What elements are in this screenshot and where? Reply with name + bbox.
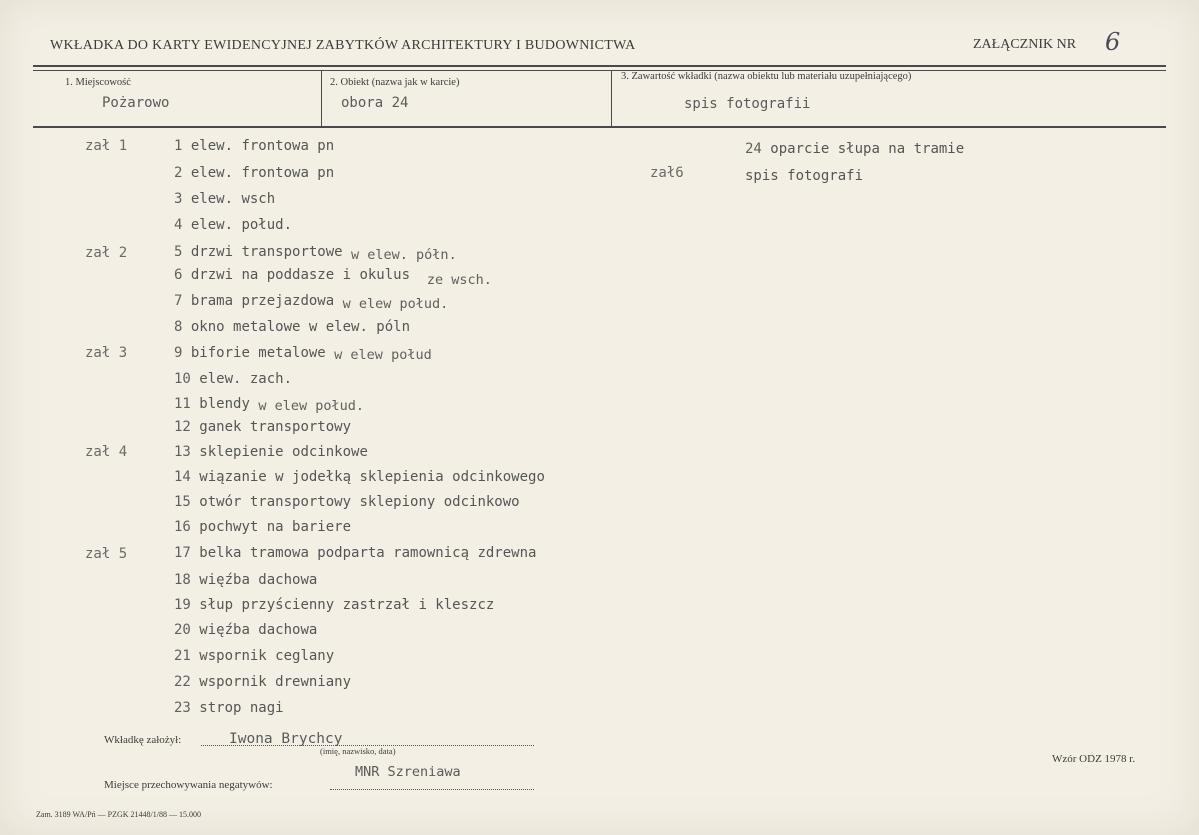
item-note: w elew połud xyxy=(334,347,432,363)
item-text: ganek transportowy xyxy=(199,419,352,435)
list-item xyxy=(174,293,449,312)
item-text: okno metalowe w elew. póln xyxy=(190,319,411,335)
item-text: pochwyt na bariere xyxy=(199,519,352,535)
item-text: drzwi na poddasze i okulus xyxy=(190,267,411,283)
list-item xyxy=(174,138,334,154)
item-text: spis fotografi xyxy=(745,168,864,184)
list-item xyxy=(174,674,351,690)
list-item xyxy=(174,700,284,716)
item-number: 18 xyxy=(174,572,191,588)
list-item xyxy=(174,319,410,335)
list-item xyxy=(174,494,520,510)
item-text: elew. wsch xyxy=(190,191,276,207)
item-text: elew. frontowa pn xyxy=(190,138,335,154)
annex-number: 6 xyxy=(1105,28,1121,56)
item-text: otwór transportowy sklepiony odcinkowo xyxy=(199,494,520,510)
top-rule xyxy=(33,65,1166,67)
item-note: ze wsch. xyxy=(426,272,492,288)
item-number: 14 xyxy=(174,469,191,485)
list-item xyxy=(174,244,457,263)
item-text: wiązanie w jodełką sklepienia odcinkowego xyxy=(199,469,545,485)
list-item xyxy=(174,597,494,613)
list-item xyxy=(174,217,292,233)
list-item xyxy=(174,648,334,664)
item-number: 15 xyxy=(174,494,191,510)
list-item xyxy=(174,396,364,412)
item-text: drzwi transportowe xyxy=(190,244,343,260)
list-item xyxy=(174,419,351,435)
item-number: 1 xyxy=(174,138,183,154)
locality-value: Pożarowo xyxy=(102,95,170,111)
item-number: 16 xyxy=(174,519,191,535)
section-zal-1: zał 1 xyxy=(85,138,128,154)
top-rule-thin xyxy=(33,70,1166,71)
item-number: 4 xyxy=(174,217,183,233)
storage-label: Miejsce przechowywania negatywów: xyxy=(104,779,273,791)
item-note: w elew. półn. xyxy=(351,247,457,263)
item-number: 11 xyxy=(174,396,191,412)
section-zal-5: zał 5 xyxy=(85,546,128,562)
list-item xyxy=(174,267,492,288)
item-number: 6 xyxy=(174,267,183,283)
founder-label: Wkładkę założył: xyxy=(104,734,182,746)
section-zal-6: zał6 xyxy=(650,165,684,181)
list-item xyxy=(174,165,334,181)
storage-value: MNR Szreniawa xyxy=(355,764,461,780)
contents-value: spis fotografii xyxy=(684,96,811,112)
list-item xyxy=(174,345,432,361)
item-text: więźba dachowa xyxy=(199,622,318,638)
item-number: 7 xyxy=(174,293,183,309)
list-item xyxy=(174,545,536,561)
storage-line xyxy=(330,789,534,790)
column-divider-2 xyxy=(611,70,612,127)
item-number: 24 xyxy=(745,141,762,157)
item-number: 22 xyxy=(174,674,191,690)
object-value: obora 24 xyxy=(341,95,409,111)
item-number: 21 xyxy=(174,648,191,664)
founder-hint: (imię, nazwisko, data) xyxy=(320,746,396,756)
item-number: 8 xyxy=(174,319,183,335)
item-number: 3 xyxy=(174,191,183,207)
item-text: więźba dachowa xyxy=(199,572,318,588)
item-text: wspornik drewniany xyxy=(199,674,352,690)
item-number: 2 xyxy=(174,165,183,181)
annex-label: ZAŁĄCZNIK NR xyxy=(973,37,1077,52)
item-text: sklepienie odcinkowe xyxy=(199,444,368,460)
item-number: 9 xyxy=(174,345,183,361)
list-item xyxy=(174,371,292,387)
section-zal-2: zał 2 xyxy=(85,245,128,261)
list-item xyxy=(174,519,351,535)
print-info: Zam. 3189 WA/Pń — PZGK 21448/1/88 — 15.000 xyxy=(36,810,201,819)
founder-value: Iwona Brychcy xyxy=(229,731,343,747)
item-number: 23 xyxy=(174,700,191,716)
item-number: 19 xyxy=(174,597,191,613)
item-text: słup przyścienny zastrzał i kleszcz xyxy=(199,597,495,613)
column-divider-1 xyxy=(321,70,322,127)
section-zal-3: zał 3 xyxy=(85,345,128,361)
item-number: 12 xyxy=(174,419,191,435)
item-text: belka tramowa podparta ramownicą zdrewna xyxy=(199,545,537,561)
item-number: 5 xyxy=(174,244,183,260)
item-note: w elew połud. xyxy=(258,398,364,414)
item-text: elew. zach. xyxy=(199,371,293,387)
item-number: 20 xyxy=(174,622,191,638)
fields-bottom-rule xyxy=(33,126,1166,128)
item-text: brama przejazdowa xyxy=(190,293,335,309)
section-zal-4: zał 4 xyxy=(85,444,128,460)
list-item xyxy=(745,168,863,184)
locality-label: 1. Miejscowość xyxy=(65,77,131,88)
item-text: wspornik ceglany xyxy=(199,648,335,664)
list-item xyxy=(745,141,964,157)
item-text: elew. połud. xyxy=(190,217,293,233)
item-text: biforie metalowe xyxy=(190,345,326,361)
item-text: strop nagi xyxy=(199,700,284,716)
model-label: Wzór ODZ 1978 r. xyxy=(1052,753,1136,765)
list-item xyxy=(174,572,317,588)
form-title: WKŁADKA DO KARTY EWIDENCYJNEJ ZABYTKÓW ARCHITEKTURY I BUDOWNICTWA xyxy=(50,38,636,53)
item-text: elew. frontowa pn xyxy=(190,165,335,181)
contents-label: 3. Zawartość wkładki (nazwa obiektu lub materiału uzupełniającego) xyxy=(621,71,912,82)
item-number: 10 xyxy=(174,371,191,387)
list-item xyxy=(174,191,275,207)
item-number: 17 xyxy=(174,545,191,561)
item-text: oparcie słupa na tramie xyxy=(770,141,965,157)
item-note: w elew połud. xyxy=(342,296,449,312)
list-item xyxy=(174,444,368,460)
list-item xyxy=(174,622,317,638)
list-item xyxy=(174,469,545,485)
object-label: 2. Obiekt (nazwa jak w karcie) xyxy=(330,77,460,88)
item-number: 13 xyxy=(174,444,191,460)
item-text: blendy xyxy=(199,396,250,412)
